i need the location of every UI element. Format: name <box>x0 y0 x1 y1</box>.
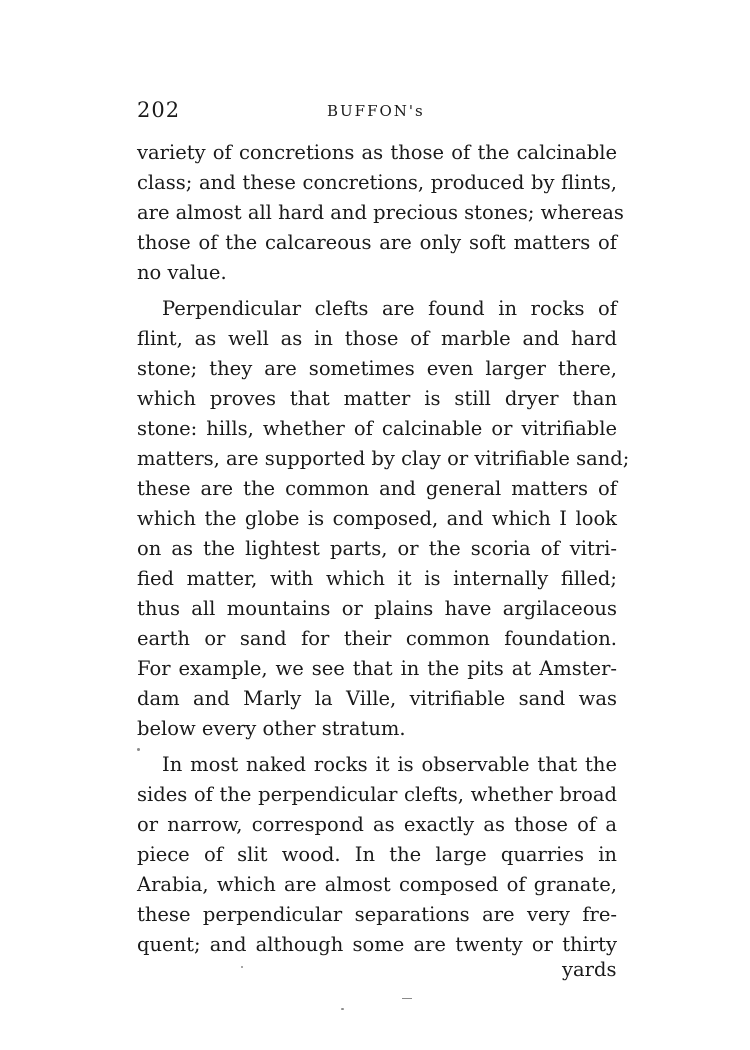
text-line: earth or sand for their common foundation. <box>137 627 617 650</box>
page-number: 202 <box>137 98 181 122</box>
text-line: are almost all hard and precious stones; whereas <box>137 201 624 224</box>
text-line: variety of concretions as those of the calcinable <box>137 141 617 164</box>
text-line: Perpendicular clefts are found in rocks of <box>162 297 617 320</box>
body-text <box>137 138 630 960</box>
text-line: on as the lightest parts, or the scoria of vitri- <box>137 537 617 560</box>
text-line: flint, as well as in those of marble and hard <box>137 327 617 350</box>
text-line: no value. <box>137 261 227 284</box>
text-line: Arabia, which are almost composed of granate, <box>137 873 617 896</box>
text-line: matters, are supported by clay or vitrifiable sand; <box>137 447 630 470</box>
text-line: class; and these concretions, produced by flints, <box>137 171 617 194</box>
paragraph <box>137 750 617 960</box>
text-line: quent; and although some are twenty or thirty <box>137 933 617 956</box>
text-line: stone: hills, whether of calcinable or vitrifiable <box>137 417 617 440</box>
text-line: For example, we see that in the pits at Amster- <box>137 657 617 680</box>
running-head: BUFFON's <box>327 102 425 120</box>
text-line: below every other stratum. <box>137 717 406 740</box>
text-line: these are the common and general matters of <box>137 477 617 500</box>
catchword: yards <box>562 958 617 981</box>
paper-speck <box>402 998 412 999</box>
text-line: which the globe is composed, and which I look <box>137 507 617 530</box>
text-line: fied matter, with which it is internally filled; <box>137 567 617 590</box>
text-line: dam and Marly la Ville, vitrifiable sand was <box>137 687 617 710</box>
paper-speck <box>241 966 243 968</box>
text-line: those of the calcareous are only soft matters of <box>137 231 617 254</box>
text-line: thus all mountains or plains have argilaceous <box>137 597 617 620</box>
paragraph <box>137 138 624 288</box>
paragraph <box>137 294 630 744</box>
paper-speck <box>137 748 140 751</box>
text-line: sides of the perpendicular clefts, whether broad <box>137 783 617 806</box>
paper-speck <box>341 1008 344 1010</box>
text-line: stone; they are sometimes even larger there, <box>137 357 617 380</box>
text-line: which proves that matter is still dryer than <box>137 387 617 410</box>
text-line: or narrow, correspond as exactly as those of a <box>137 813 617 836</box>
text-line: these perpendicular separations are very fre- <box>137 903 617 926</box>
page-header <box>137 98 615 128</box>
text-line: In most naked rocks it is observable that the <box>162 753 617 776</box>
text-line: piece of slit wood. In the large quarries in <box>137 843 617 866</box>
